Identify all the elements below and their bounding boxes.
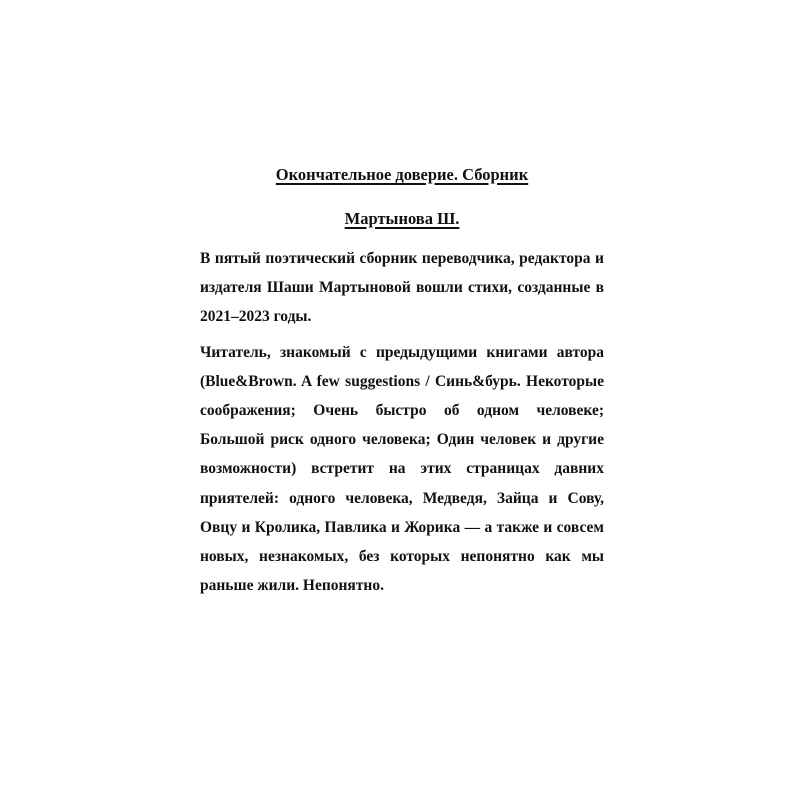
paragraph-reader: Читатель, знакомый с предыдущими книгами автора (Blue&Brown. A few suggestions / Синь&бурь. Некоторые соображения; Очень быстро об одном человеке; Большой риск одного человека; Один человек и другие возможности) встретит на этих страницах давних приятелей: одного человека, Медведя, Зайца и Сову, Овцу и Кролика, Павлика и Жорика — а также и совсем новых, незнакомых, без которых непонятно как мы раньше жили. Непонятно.: [200, 343, 604, 595]
document-body: [200, 162, 604, 600]
paragraph-intro: В пятый поэтический сборник переводчика, редактора и издателя Шаши Мартыновой вошли стихи, созданные в 2021–2023 годы.: [200, 250, 604, 326]
document-title-line-1: Окончательное доверие. Сборник: [275, 165, 529, 184]
document-title-line-2: Мартынова Ш.: [344, 209, 460, 228]
